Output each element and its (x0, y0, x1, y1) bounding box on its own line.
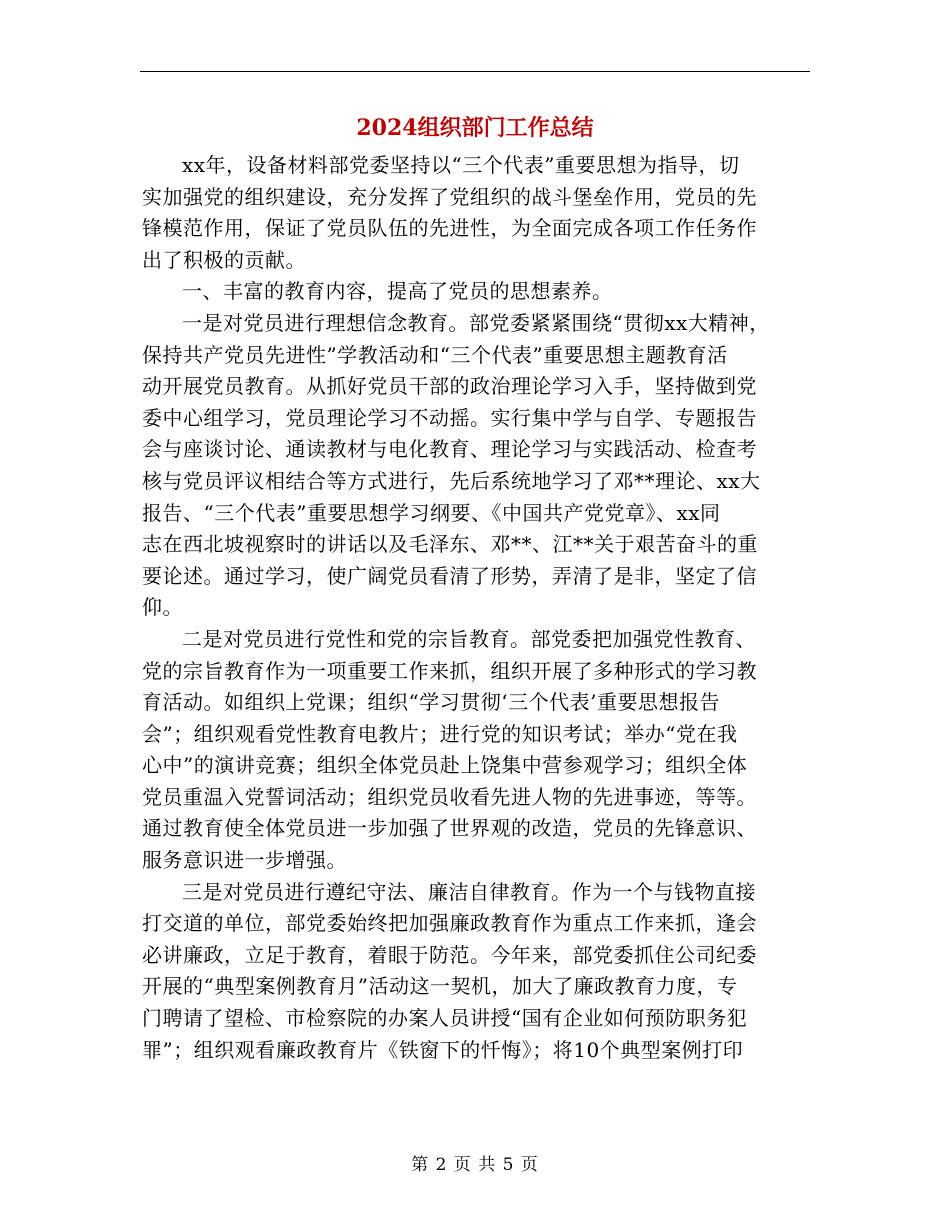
paragraph (142, 276, 810, 308)
document-title: 2024组织部门工作总结 (356, 115, 594, 141)
paragraph-line: 一、丰富的教育内容，提高了党员的思想素养。 (182, 279, 613, 304)
paragraph-line: 锋模范作用，保证了党员队伍的先进性，为全面完成各项工作任务作 (142, 216, 757, 241)
page-number-footer: 第 2 页 共 5 页 (411, 1155, 539, 1175)
paragraph-line: 一是对党员进行理想信念教育。部党委紧紧围绕“贯彻xx大精神， (182, 310, 770, 335)
paragraph-line: 打交道的单位，部党委始终把加强廉政教育作为重点工作来抓，逢会 (142, 911, 757, 936)
paragraph (142, 308, 810, 624)
paragraph-line: 通过教育使全体党员进一步加强了世界观的改造，党员的先锋意识、 (142, 816, 757, 841)
paragraph-line: 开展的“典型案例教育月”活动这一契机，加大了廉政教育力度，专 (142, 974, 738, 999)
paragraph-line: 党的宗旨教育作为一项重要工作来抓，组织开展了多种形式的学习教 (142, 658, 757, 683)
paragraph-line: 三是对党员进行遵纪守法、廉洁自律教育。作为一个与钱物直接 (182, 879, 756, 904)
paragraph-line: xx年，设备材料部党委坚持以“三个代表”重要思想为指导，切 (182, 153, 740, 177)
paragraph-line: 二是对党员进行党性和党的宗旨教育。部党委把加强党性教育、 (182, 626, 756, 651)
paragraph-line: 心中”的演讲竞赛；组织全体党员赴上饶集中营参观学习；组织全体 (142, 753, 748, 778)
paragraph-line: 动开展党员教育。从抓好党员干部的政治理论学习入手，坚持做到党 (142, 374, 757, 399)
paragraph-line: 必讲廉政，立足于教育，着眼于防范。今年来，部党委抓住公司纪委 (142, 942, 757, 967)
paragraph-line: 核与党员评议相结合等方式进行，先后系统地学习了邓**理论、xx大 (142, 468, 761, 493)
paragraph (142, 150, 810, 276)
paragraph-line: 服务意识进一步增强。 (142, 848, 347, 873)
paragraph-line: 志在西北坡视察时的讲话以及毛泽东、邓**、江**关于艰苦奋斗的重 (142, 532, 758, 557)
paragraph-line: 门聘请了望检、市检察院的办案人员讲授“国有企业如何预防职务犯 (142, 1006, 748, 1031)
paragraph-line: 出了积极的贡献。 (142, 247, 306, 272)
paragraph (142, 624, 810, 877)
paragraph-line: 会”；组织观看党性教育电教片；进行党的知识考试；举办“党在我 (142, 721, 738, 746)
paragraph-line: 保持共产党员先进性”学教活动和“三个代表”重要思想主题教育活 (142, 342, 728, 367)
paragraph-line: 委中心组学习，党员理论学习不动摇。实行集中学与自学、专题报告 (142, 405, 757, 430)
paragraph-line: 会与座谈讨论、通读教材与电化教育、理论学习与实践活动、检查考 (142, 437, 757, 462)
paragraph-line: 要论述。通过学习，使广阔党员看清了形势，弄清了是非，坚定了信 (142, 563, 757, 588)
paragraph (142, 877, 810, 1067)
header-rule (140, 71, 810, 72)
paragraph-line: 实加强党的组织建设，充分发挥了党组织的战斗堡垒作用，党员的先 (142, 184, 757, 209)
document-body (142, 150, 810, 1066)
paragraph-line: 报告、“三个代表”重要思想学习纲要、《中国共产党党章》、xx同 (142, 500, 721, 525)
paragraph-line: 育活动。如组织上党课；组织“学习贯彻‘三个代表’重要思想报告 (142, 690, 720, 715)
paragraph-line: 仰。 (142, 595, 183, 620)
paragraph-line: 党员重温入党誓词活动；组织党员收看先进人物的先进事迹，等等。 (142, 784, 757, 809)
paragraph-line: 罪”；组织观看廉政教育片《铁窗下的忏悔》；将10个典型案例打印 (142, 1037, 744, 1062)
